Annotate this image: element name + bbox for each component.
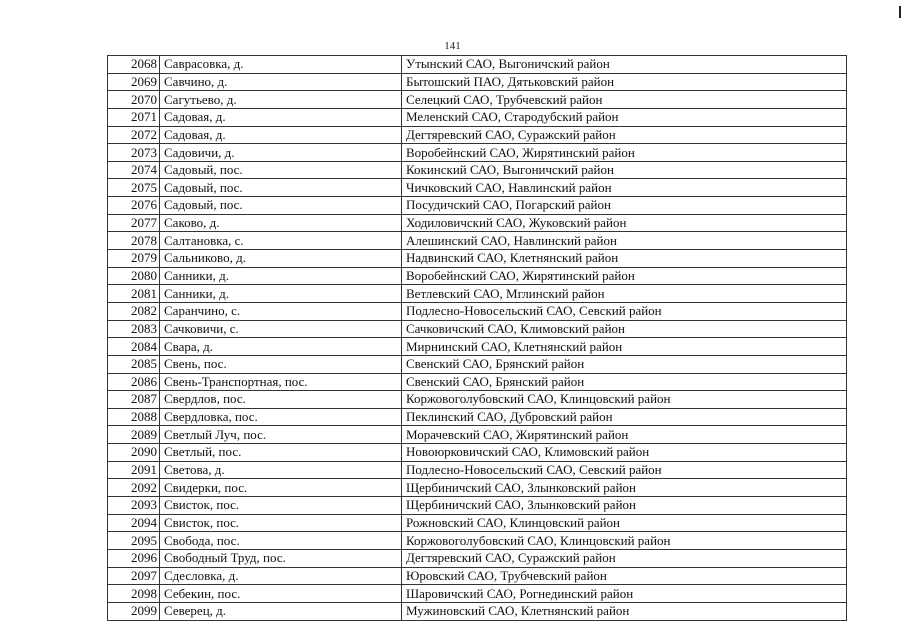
settlement-name: Савчино, д.	[160, 73, 402, 91]
table-row	[108, 108, 847, 126]
settlement-name: Свидерки, пос.	[160, 479, 402, 497]
administrative-unit: Дегтяревский САО, Суражский район	[402, 549, 847, 567]
settlement-name: Светова, д.	[160, 461, 402, 479]
row-number: 2082	[108, 302, 160, 320]
table-row	[108, 232, 847, 250]
administrative-unit: Чичковский САО, Навлинский район	[402, 179, 847, 197]
table-row	[108, 179, 847, 197]
settlement-name: Свара, д.	[160, 338, 402, 356]
settlements-table	[107, 55, 847, 621]
row-number: 2068	[108, 56, 160, 74]
settlement-name: Свобода, пос.	[160, 532, 402, 550]
table-row	[108, 267, 847, 285]
settlement-name: Садовая, д.	[160, 108, 402, 126]
table-row	[108, 73, 847, 91]
settlement-name: Сальниково, д.	[160, 250, 402, 268]
administrative-unit: Кокинский САО, Выгоничский район	[402, 161, 847, 179]
table-row	[108, 250, 847, 268]
table-row	[108, 320, 847, 338]
table-row	[108, 444, 847, 462]
administrative-unit: Свенский САО, Брянский район	[402, 373, 847, 391]
page-number: 141	[444, 40, 461, 52]
table-row	[108, 56, 847, 74]
table-row	[108, 549, 847, 567]
edge-mark	[899, 6, 901, 18]
table-row	[108, 285, 847, 303]
row-number: 2094	[108, 514, 160, 532]
administrative-unit: Щербиничский САО, Злынковский район	[402, 479, 847, 497]
table-row	[108, 197, 847, 215]
table-row	[108, 338, 847, 356]
row-number: 2095	[108, 532, 160, 550]
table-row	[108, 161, 847, 179]
row-number: 2090	[108, 444, 160, 462]
administrative-unit: Щербиничский САО, Злынковский район	[402, 497, 847, 515]
administrative-unit: Сачковичский САО, Климовский район	[402, 320, 847, 338]
administrative-unit: Надвинский САО, Клетнянский район	[402, 250, 847, 268]
settlement-name: Салтановка, с.	[160, 232, 402, 250]
table-row	[108, 373, 847, 391]
settlement-name: Свердловка, пос.	[160, 408, 402, 426]
row-number: 2077	[108, 214, 160, 232]
administrative-unit: Ходиловичский САО, Жуковский район	[402, 214, 847, 232]
table-row	[108, 144, 847, 162]
table-row	[108, 214, 847, 232]
row-number: 2073	[108, 144, 160, 162]
administrative-unit: Ветлевский САО, Мглинский район	[402, 285, 847, 303]
row-number: 2079	[108, 250, 160, 268]
administrative-unit: Морачевский САО, Жирятинский район	[402, 426, 847, 444]
row-number: 2075	[108, 179, 160, 197]
settlement-name: Себекин, пос.	[160, 585, 402, 603]
table-row	[108, 302, 847, 320]
administrative-unit: Мужиновский САО, Клетнянский район	[402, 602, 847, 620]
administrative-unit: Посудичский САО, Погарский район	[402, 197, 847, 215]
settlement-name: Свободный Труд, пос.	[160, 549, 402, 567]
row-number: 2083	[108, 320, 160, 338]
administrative-unit: Бытошский ПАО, Дятьковский район	[402, 73, 847, 91]
table-row	[108, 461, 847, 479]
table-row	[108, 91, 847, 109]
administrative-unit: Меленский САО, Стародубский район	[402, 108, 847, 126]
table-row	[108, 479, 847, 497]
administrative-unit: Селецкий САО, Трубчевский район	[402, 91, 847, 109]
row-number: 2085	[108, 355, 160, 373]
table-row	[108, 514, 847, 532]
administrative-unit: Воробейнский САО, Жирятинский район	[402, 267, 847, 285]
settlement-name: Сдесловка, д.	[160, 567, 402, 585]
row-number: 2074	[108, 161, 160, 179]
settlement-name: Свисток, пос.	[160, 514, 402, 532]
administrative-unit: Утынский САО, Выгоничский район	[402, 56, 847, 74]
administrative-unit: Новоюрковичский САО, Климовский район	[402, 444, 847, 462]
settlement-name: Свисток, пос.	[160, 497, 402, 515]
row-number: 2096	[108, 549, 160, 567]
settlement-name: Свердлов, пос.	[160, 391, 402, 409]
row-number: 2088	[108, 408, 160, 426]
table-row	[108, 391, 847, 409]
settlement-name: Садовый, пос.	[160, 161, 402, 179]
settlement-name: Сагутьево, д.	[160, 91, 402, 109]
table-row	[108, 408, 847, 426]
row-number: 2081	[108, 285, 160, 303]
row-number: 2097	[108, 567, 160, 585]
row-number: 2076	[108, 197, 160, 215]
administrative-unit: Шаровичский САО, Рогнединский район	[402, 585, 847, 603]
table-row	[108, 126, 847, 144]
settlements-table-body	[108, 56, 847, 621]
settlement-name: Свень-Транспортная, пос.	[160, 373, 402, 391]
administrative-unit: Подлесно-Новосельский САО, Севский район	[402, 302, 847, 320]
settlement-name: Санники, д.	[160, 267, 402, 285]
settlement-name: Сачковичи, с.	[160, 320, 402, 338]
row-number: 2084	[108, 338, 160, 356]
administrative-unit: Воробейнский САО, Жирятинский район	[402, 144, 847, 162]
administrative-unit: Пеклинский САО, Дубровский район	[402, 408, 847, 426]
row-number: 2071	[108, 108, 160, 126]
table-row	[108, 532, 847, 550]
row-number: 2086	[108, 373, 160, 391]
row-number: 2072	[108, 126, 160, 144]
settlement-name: Садовичи, д.	[160, 144, 402, 162]
settlement-name: Саврасовка, д.	[160, 56, 402, 74]
settlement-name: Саранчино, с.	[160, 302, 402, 320]
administrative-unit: Свенский САО, Брянский район	[402, 355, 847, 373]
administrative-unit: Алешинский САО, Навлинский район	[402, 232, 847, 250]
settlement-name: Садовая, д.	[160, 126, 402, 144]
administrative-unit: Дегтяревский САО, Суражский район	[402, 126, 847, 144]
row-number: 2078	[108, 232, 160, 250]
row-number: 2099	[108, 602, 160, 620]
settlement-name: Свень, пос.	[160, 355, 402, 373]
row-number: 2070	[108, 91, 160, 109]
table-row	[108, 567, 847, 585]
table-row	[108, 585, 847, 603]
administrative-unit: Коржовоголубовский САО, Клинцовский район	[402, 391, 847, 409]
administrative-unit: Юровский САО, Трубчевский район	[402, 567, 847, 585]
table-row	[108, 426, 847, 444]
table-row	[108, 355, 847, 373]
row-number: 2080	[108, 267, 160, 285]
settlement-name: Светлый Луч, пос.	[160, 426, 402, 444]
settlement-name: Саково, д.	[160, 214, 402, 232]
administrative-unit: Мирнинский САО, Клетнянский район	[402, 338, 847, 356]
settlement-name: Северец, д.	[160, 602, 402, 620]
row-number: 2087	[108, 391, 160, 409]
settlement-name: Садовый, пос.	[160, 197, 402, 215]
row-number: 2091	[108, 461, 160, 479]
settlement-name: Санники, д.	[160, 285, 402, 303]
row-number: 2069	[108, 73, 160, 91]
table-row	[108, 497, 847, 515]
settlement-name: Светлый, пос.	[160, 444, 402, 462]
administrative-unit: Подлесно-Новосельский САО, Севский район	[402, 461, 847, 479]
administrative-unit: Коржовоголубовский САО, Клинцовский район	[402, 532, 847, 550]
row-number: 2093	[108, 497, 160, 515]
table-row	[108, 602, 847, 620]
administrative-unit: Рожновский САО, Клинцовский район	[402, 514, 847, 532]
row-number: 2092	[108, 479, 160, 497]
settlement-name: Садовый, пос.	[160, 179, 402, 197]
row-number: 2089	[108, 426, 160, 444]
row-number: 2098	[108, 585, 160, 603]
